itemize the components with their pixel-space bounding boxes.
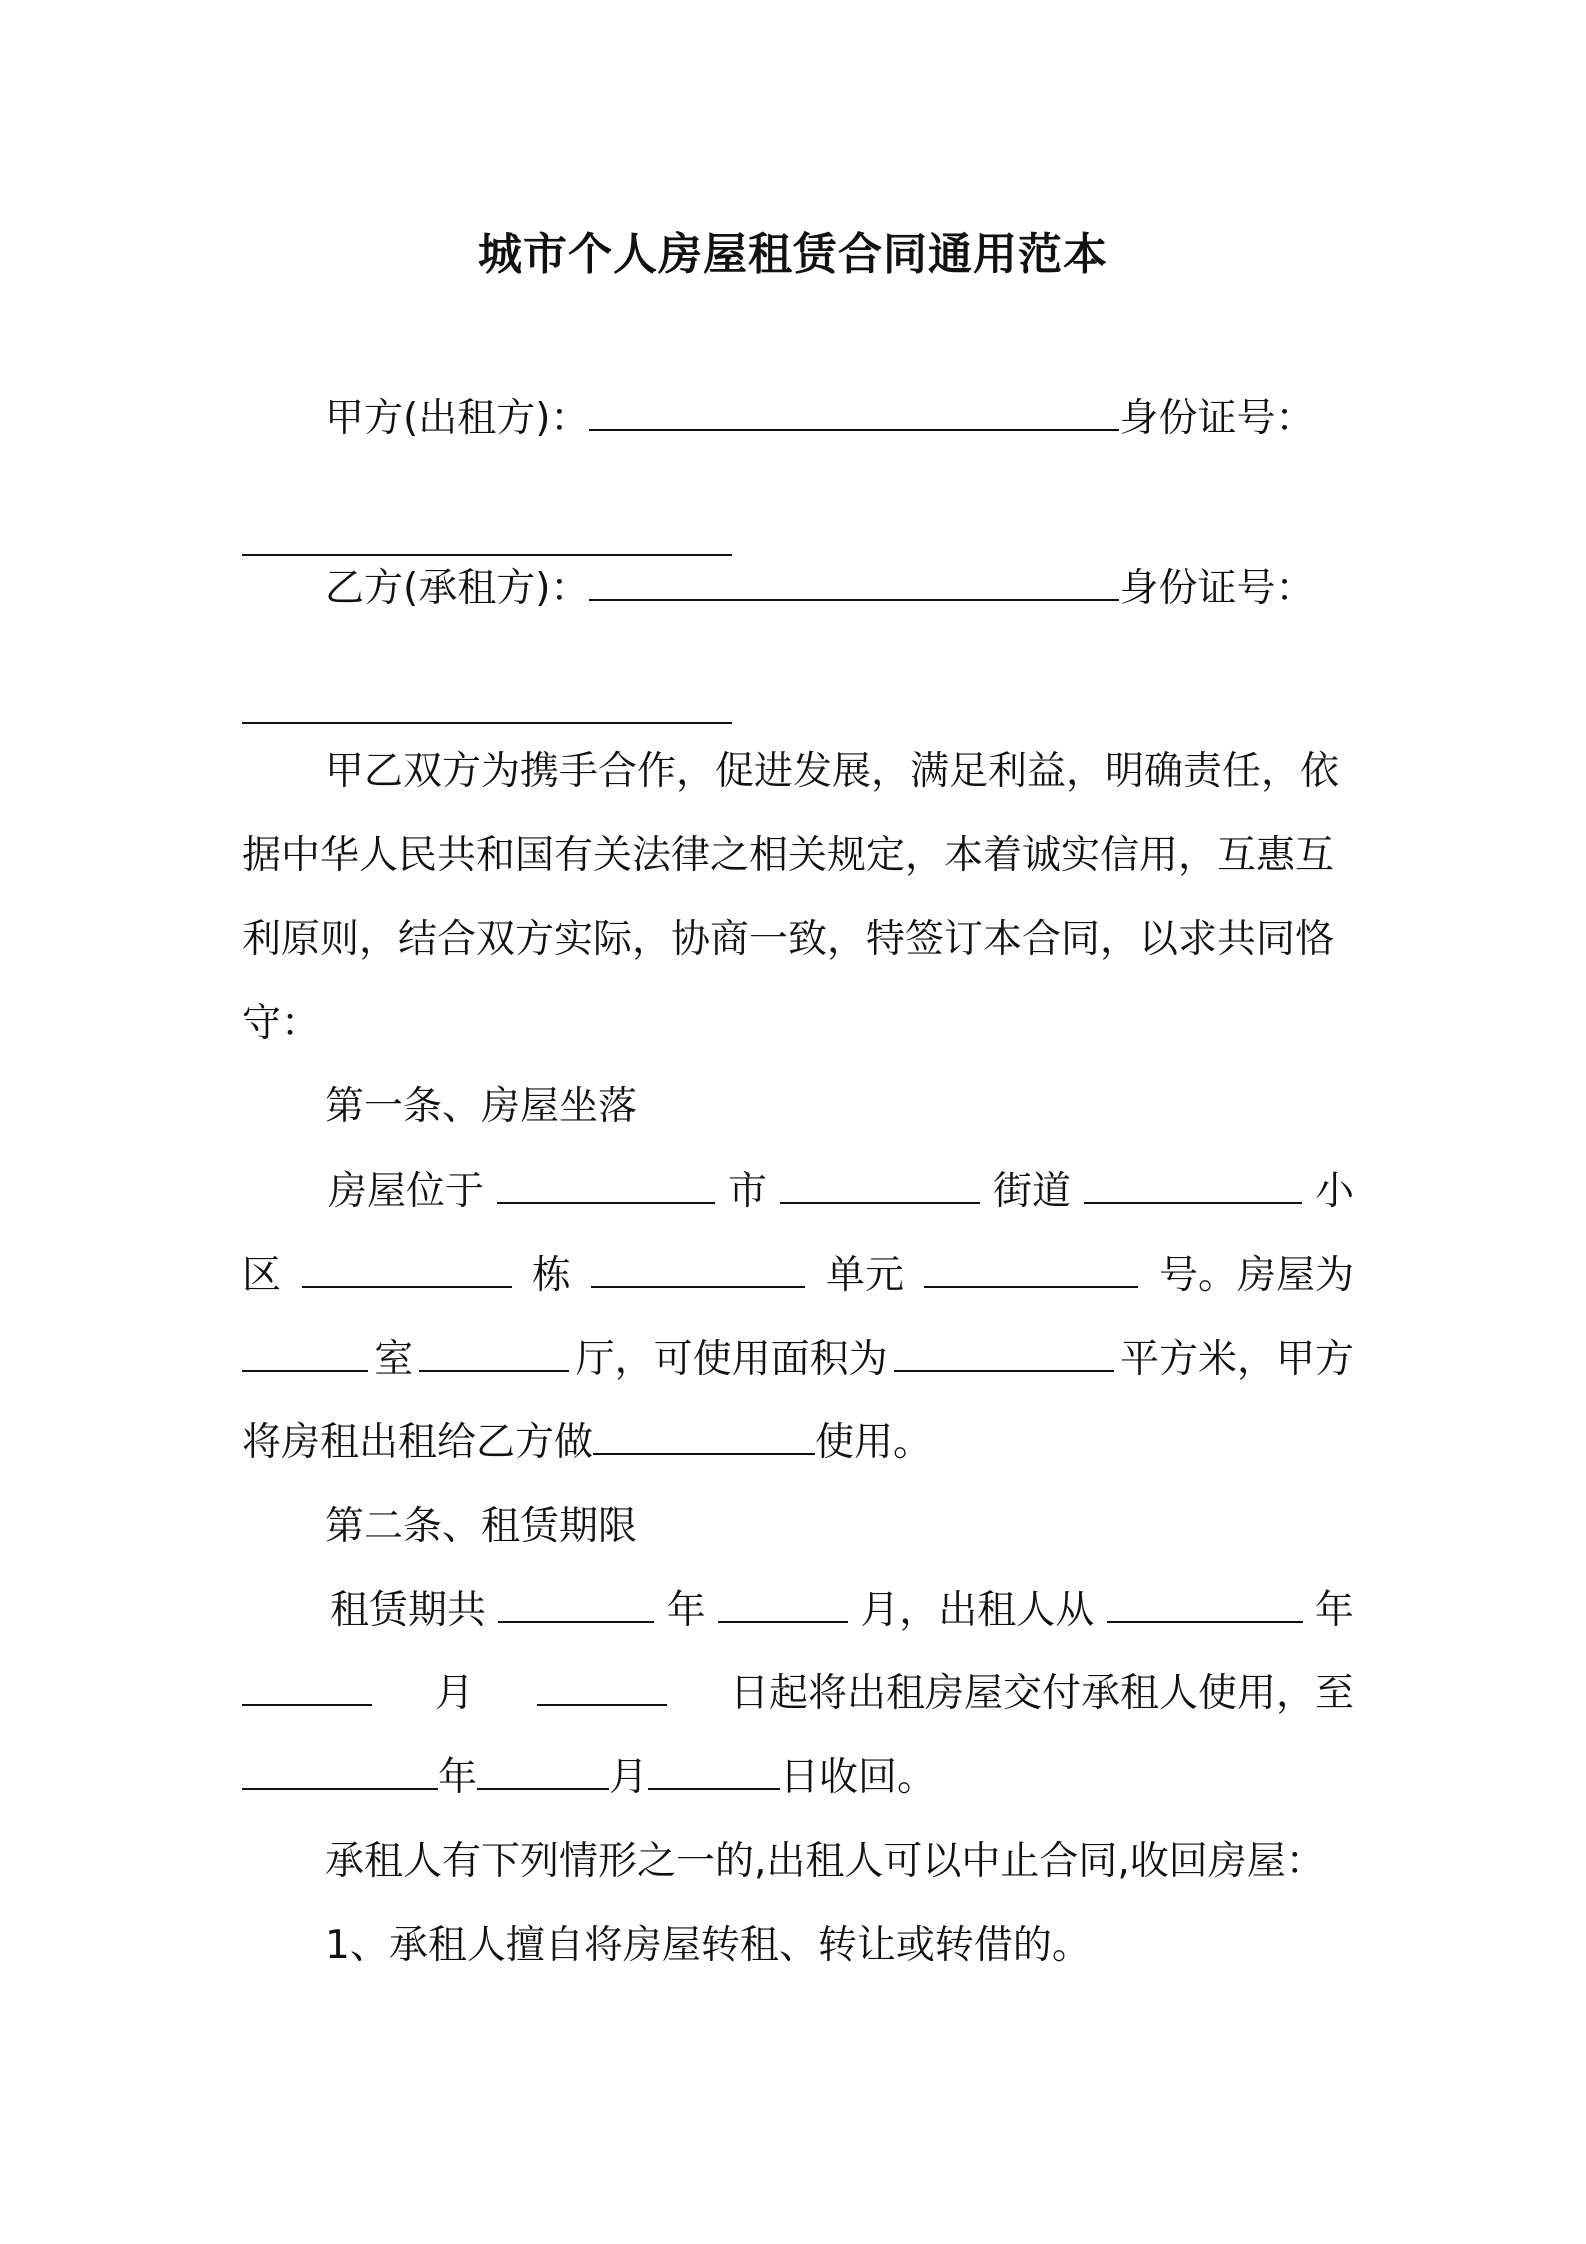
purpose-blank[interactable] [593, 1423, 815, 1455]
hall-area-label: 厅，可使用面积为 [575, 1337, 888, 1382]
term-year-label: 年 [666, 1588, 706, 1633]
lease-purpose-label: 将房租出租给乙方做 [242, 1420, 594, 1465]
intro-line-1: 甲乙双方为携手合作，促进发展，满足利益，明确责任，依 [325, 749, 1340, 794]
building-label: 栋 [531, 1253, 571, 1298]
party-b-id-label: 身份证号： [1119, 566, 1315, 611]
halls-blank[interactable] [419, 1340, 569, 1372]
termination-clause: 承租人有下列情形之一的,出租人可以中止合同,收回房屋： [325, 1839, 1325, 1884]
party-b-label: 乙方(承租方)： [325, 566, 590, 611]
intro-line-2: 据中华人民共和国有关法律之相关规定，本着诚实信用，互惠互 [242, 833, 1335, 878]
article-2-line-2 [242, 1670, 1354, 1718]
party-a-label: 甲方(出租方)： [325, 396, 590, 441]
party-a-id-line [242, 520, 732, 568]
community-blank[interactable] [1084, 1172, 1302, 1204]
start-year-label: 年 [1314, 1588, 1354, 1633]
city-blank[interactable] [497, 1172, 715, 1204]
party-b-id-blank[interactable] [242, 692, 732, 724]
party-a-id-blank[interactable] [242, 524, 732, 556]
start-month-blank[interactable] [242, 1674, 372, 1706]
article-2-line-3 [242, 1754, 936, 1802]
termination-item-1: 1、承租人擅自将房屋转租、转让或转借的。 [325, 1923, 1091, 1968]
article-1-line-1 [328, 1168, 1354, 1216]
start-year-blank[interactable] [1107, 1591, 1303, 1623]
area-blank[interactable] [894, 1340, 1114, 1372]
party-a-line [325, 395, 1314, 443]
number-blank[interactable] [924, 1256, 1138, 1288]
article-2-heading: 第二条、租赁期限 [325, 1504, 638, 1549]
article-1-line-3 [242, 1336, 1354, 1384]
building-blank[interactable] [302, 1256, 512, 1288]
rooms-blank[interactable] [242, 1340, 368, 1372]
intro-line-4: 守： [242, 1001, 321, 1046]
community-label-part2: 区 [242, 1253, 282, 1298]
lessor-from-label: 月，出租人从 [860, 1588, 1095, 1633]
end-day-blank[interactable] [648, 1758, 780, 1790]
end-year-blank[interactable] [242, 1758, 438, 1790]
article-1-heading: 第一条、房屋坐落 [325, 1084, 638, 1129]
sqm-label: 平方米，甲方 [1119, 1337, 1354, 1382]
house-type-label: 号。房屋为 [1158, 1253, 1354, 1298]
party-b-name-blank[interactable] [589, 569, 1119, 601]
community-label-part1: 小 [1314, 1169, 1354, 1214]
start-day-blank[interactable] [537, 1674, 667, 1706]
street-blank[interactable] [780, 1172, 980, 1204]
use-label: 使用。 [815, 1420, 933, 1465]
term-years-blank[interactable] [498, 1591, 654, 1623]
intro-line-3: 利原则，结合双方实际，协商一致，特签订本合同，以求共同恪 [242, 917, 1335, 962]
street-label: 街道 [992, 1169, 1071, 1214]
party-b-id-line [242, 688, 732, 736]
term-label: 租赁期共 [330, 1588, 487, 1633]
city-label: 市 [727, 1169, 767, 1214]
party-a-name-blank[interactable] [589, 399, 1119, 431]
party-b-line [325, 565, 1314, 613]
room-label: 室 [374, 1337, 414, 1382]
end-month-blank[interactable] [477, 1758, 609, 1790]
document-title: 城市个人房屋租赁合同通用范本 [478, 229, 1108, 280]
term-months-blank[interactable] [718, 1591, 848, 1623]
start-month-label: 月 [434, 1671, 474, 1716]
article-1-line-2 [242, 1252, 1354, 1300]
end-year-label: 年 [438, 1755, 478, 1800]
delivery-label: 日起将出租房屋交付承租人使用，至 [729, 1671, 1354, 1716]
article-1-line-4 [242, 1419, 932, 1467]
unit-label: 单元 [825, 1253, 904, 1298]
article-2-line-1 [330, 1587, 1354, 1635]
house-located-label: 房屋位于 [328, 1169, 485, 1214]
end-month-label: 月 [609, 1755, 649, 1800]
unit-blank[interactable] [591, 1256, 805, 1288]
reclaim-label: 日收回。 [780, 1755, 937, 1800]
party-a-id-label: 身份证号： [1119, 396, 1315, 441]
